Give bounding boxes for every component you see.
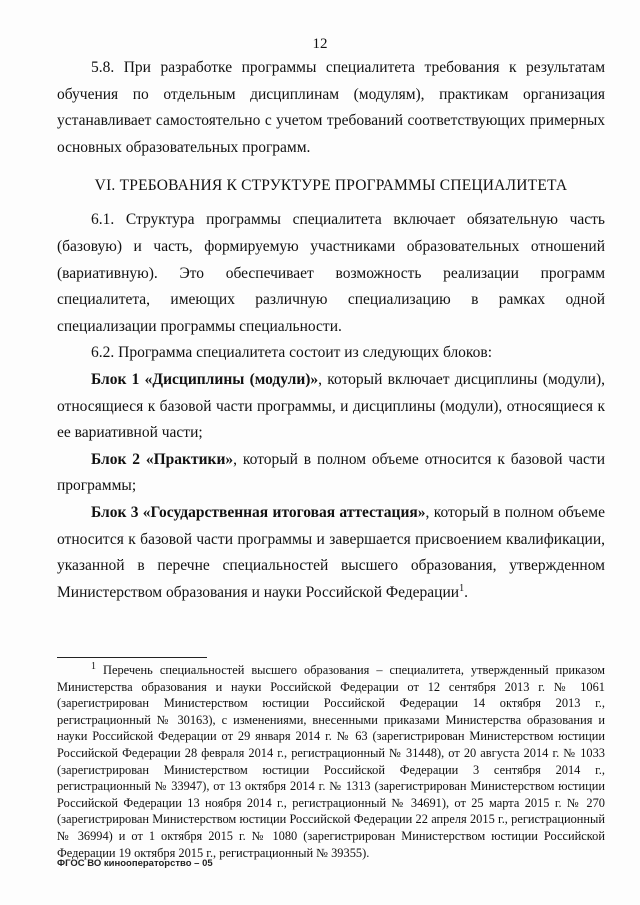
block-3-text: , который в полном объеме относится к базовой части программы и завершается присвоением квалификации, указанной в перечне специальностей высшего образования, утвержденном Министерством образования и науки Российской Федерации bbox=[57, 503, 605, 601]
page-number: 12 bbox=[312, 36, 328, 52]
paragraph-block-3 bbox=[57, 500, 605, 606]
block-1-text: , который включает дисциплины (модули), относящиеся к базовой части программы, и дисциплины (модули), относящиеся к ее вариативной части; bbox=[57, 370, 605, 442]
footnote-text: Перечень специальностей высшего образования – специалитета, утвержденный приказом Министерства образования и науки Российской Федерации от 12 сентября 2013 г. № 1061 (зарегистрирован Министерством юстиции Российской Федерации 14 октября 2013 г., регистрационный № 30163), с изменениями, внесенными приказами Министерства образования и науки Российской Федерации от 29 января 2014 г. № 63 (зарегистрирован Министерством юстиции Российской Федерации 28 февраля 2014 г., регистрационный № 31448), от 20 августа 2014 г. № 1033 (зарегистрирован Министерством юстиции Российской Федерации 3 сентября 2014 г., регистрационный № 33947), от 13 октября 2014 г. № 1313 (зарегистрирован Министерством юстиции Российской Федерации 13 ноября 2014 г., регистрационный № 34691), от 25 марта 2015 г. № 270 (зарегистрирован Министерством юстиции Российской Федерации 22 апреля 2015 г., регистрационный № 36994) и от 1 октября 2015 г. № 1080 (зарегистрирован Министерством юстиции Российской Федерации 19 октября 2015 г., регистрационный № 39355). bbox=[57, 663, 605, 860]
paragraph-block-2 bbox=[57, 447, 605, 500]
footnote-separator bbox=[57, 657, 207, 658]
block-1-title: Блок 1 «Дисциплины (модули)» bbox=[91, 370, 319, 388]
paragraph-6-2: 6.2. Программа специалитета состоит из следующих блоков: bbox=[91, 344, 493, 362]
footnote-reference[interactable]: 1 bbox=[459, 582, 465, 594]
footer-code: ФГОС ВО кинооператорство – 05 bbox=[57, 858, 213, 869]
block-3-title: Блок 3 «Государственная итоговая аттестация» bbox=[91, 503, 426, 521]
block-2-title: Блок 2 «Практики» bbox=[91, 450, 234, 468]
block-3-tail: . bbox=[464, 583, 468, 601]
paragraph-block-1 bbox=[57, 367, 605, 447]
paragraph-6-1: 6.1. Структура программы специалитета включает обязательную часть (базовую) и часть, формируемую участниками образовательных отношений (вариативную). Это обеспечивает возможность реализации программ специалитета, имеющих различную специализацию в рамках одной специализации программы специальности. bbox=[57, 211, 605, 335]
footnote-mark: 1 bbox=[91, 660, 96, 672]
section-heading: VI. ТРЕБОВАНИЯ К СТРУКТУРЕ ПРОГРАММЫ СПЕЦИАЛИТЕТА bbox=[94, 177, 568, 195]
footnote bbox=[57, 662, 605, 861]
block-2-text: , который в полном объеме относится к базовой части программы; bbox=[57, 450, 605, 495]
paragraph-5-8: 5.8. При разработке программы специалитета требования к результатам обучения по отдельным дисциплинам (модулям), практикам организация устанавливает самостоятельно с учетом требований соответствующих примерных основных образовательных программ. bbox=[57, 59, 605, 156]
main-text bbox=[57, 55, 605, 606]
